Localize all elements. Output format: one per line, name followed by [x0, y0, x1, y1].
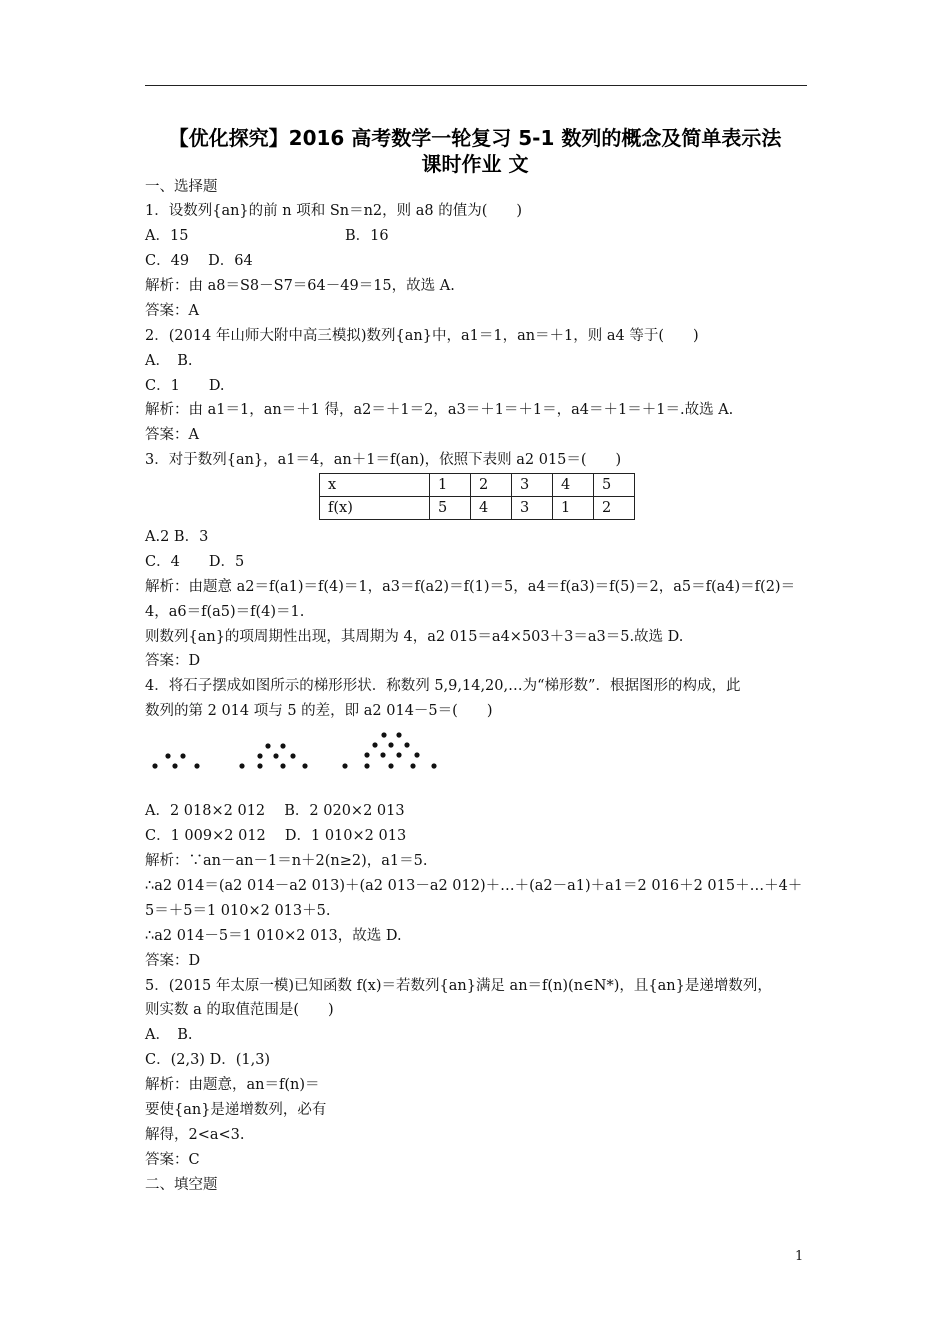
- q1-answer: 答案：A: [145, 303, 199, 319]
- q5-options-row1: A． B.: [145, 1027, 193, 1043]
- q4-analysis-line4: ∴a2 014－5＝1 010×2 013，故选 D.: [145, 928, 402, 944]
- pebble-dot: [152, 763, 157, 768]
- q5-analysis-line2: 要使{an}是递增数列，必有: [145, 1102, 327, 1118]
- document-subtitle: 课时作业 文: [421, 152, 529, 176]
- table-cell: 4: [553, 474, 594, 497]
- q4-analysis-line2: ∴a2 014＝(a2 014－a2 013)＋(a2 013－a2 012)＋…＋(a2－a1)＋a1＝2 016＋2 015＋…＋4＋: [145, 878, 803, 894]
- pebble-dot: [342, 763, 347, 768]
- q5-options-row2: C．(2,3) D．(1,3): [145, 1052, 271, 1068]
- q3-analysis-line1: 解析：由题意 a2＝f(a1)＝f(4)＝1，a3＝f(a2)＝f(1)＝5，a4＝f(a3)＝f(5)＝2，a5＝f(a4)＝f(2)＝: [145, 579, 796, 595]
- table-row: [320, 497, 635, 520]
- q3-answer: 答案：D: [145, 653, 201, 669]
- q2-stem: 2．(2014 年山师大附中高三模拟)数列{an}中，a1＝1，an＝＋1，则 a4 等于( ): [145, 328, 699, 344]
- q4-stem-line1: 4．将石子摆成如图所示的梯形形状．称数列 5,9,14,20,…为“梯形数”．根据图形的构成，此: [145, 678, 741, 694]
- q2-analysis: 解析：由 a1＝1，an＝＋1 得，a2＝＋1＝2，a3＝＋1＝＋1＝，a4＝＋1＝＋1＝.故选 A.: [145, 402, 734, 418]
- q5-answer: 答案：C: [145, 1152, 200, 1168]
- table-cell: 3: [512, 474, 553, 497]
- q1-stem: 1．设数列{an}的前 n 项和 Sn＝n2，则 a8 的值为( ): [145, 203, 523, 219]
- q4-analysis-line3: 5＝＋5＝1 010×2 013＋5.: [145, 903, 331, 919]
- q3-analysis-line2: 4，a6＝f(a5)＝f(4)＝1.: [145, 604, 305, 620]
- q3-stem: 3．对于数列{an}，a1＝4，an＋1＝f(an)，依照下表则 a2 015＝( ): [145, 452, 622, 468]
- pebble-dot: [396, 752, 401, 757]
- trapezoid-figure-1: [152, 753, 199, 768]
- trapezoid-pebble-figure: [145, 726, 455, 778]
- table-cell: 1: [430, 474, 471, 497]
- q3-options-row1: A.2 B．3: [145, 529, 209, 545]
- pebble-dot: [290, 753, 295, 758]
- pebble-dot: [280, 743, 285, 748]
- section-heading-fill-in: 二、填空题: [145, 1177, 218, 1193]
- pebble-dot: [380, 752, 385, 757]
- q4-answer: 答案：D: [145, 953, 201, 969]
- q1-options-row2: C．49 D．64: [145, 253, 253, 269]
- pebble-dot: [364, 763, 369, 768]
- pebble-dot: [431, 763, 436, 768]
- document-title: 【优化探究】2016 高考数学一轮复习 5-1 数列的概念及简单表示法: [168, 126, 782, 150]
- q2-options-row1: A． B.: [145, 353, 193, 369]
- q5-analysis-line1: 解析：由题意，an＝f(n)＝: [145, 1077, 320, 1093]
- table-cell: f(x): [320, 497, 430, 520]
- pebble-dot: [172, 763, 177, 768]
- pebble-dot: [280, 763, 285, 768]
- pebble-dot: [364, 752, 369, 757]
- q4-analysis-line1: 解析：∵an－an－1＝n＋2(n≥2)，a1＝5.: [145, 853, 428, 869]
- pebble-dot: [381, 732, 386, 737]
- pebble-dot: [273, 753, 278, 758]
- pebble-dot: [410, 763, 415, 768]
- pebble-dot: [388, 763, 393, 768]
- table-cell: 5: [594, 474, 635, 497]
- trapezoid-figure-3: [342, 732, 436, 768]
- q1-analysis: 解析：由 a8＝S8－S7＝64－49＝15，故选 A.: [145, 278, 455, 294]
- pebble-dot: [302, 763, 307, 768]
- q1-options-row1: [145, 226, 389, 246]
- pebble-dot: [165, 753, 170, 758]
- pebble-dot: [265, 743, 270, 748]
- q5-stem-line2: 则实数 a 的取值范围是( ): [145, 1002, 334, 1018]
- pebble-dot: [414, 752, 419, 757]
- q3-options-row2: C．4 D．5: [145, 554, 245, 570]
- table-cell: 3: [512, 497, 553, 520]
- trapezoid-figure-2: [239, 743, 307, 768]
- pebble-dot: [388, 742, 393, 747]
- table-cell: 2: [594, 497, 635, 520]
- pebble-dot: [372, 742, 377, 747]
- q1-option-a: A．15: [145, 228, 189, 244]
- header-rule: [145, 85, 807, 86]
- pebble-dot: [404, 742, 409, 747]
- table-cell: 2: [471, 474, 512, 497]
- section-heading-choice: 一、选择题: [145, 179, 218, 195]
- pebble-dot: [396, 732, 401, 737]
- q4-stem-line2: 数列的第 2 014 项与 5 的差，即 a2 014－5＝( ): [145, 703, 493, 719]
- q2-answer: 答案：A: [145, 427, 199, 443]
- q4-options-row1: A．2 018×2 012 B．2 020×2 013: [145, 803, 405, 819]
- pebble-dot: [180, 753, 185, 758]
- pebble-dot: [257, 763, 262, 768]
- table-row: [320, 474, 635, 497]
- pebble-dot: [194, 763, 199, 768]
- q2-options-row2: C．1 D.: [145, 378, 225, 394]
- q4-options-row2: C．1 009×2 012 D．1 010×2 013: [145, 828, 407, 844]
- q3-analysis-line3: 则数列{an}的项周期性出现，其周期为 4，a2 015＝a4×503＋3＝a3＝5.故选 D.: [145, 629, 684, 645]
- pebble-dot: [257, 753, 262, 758]
- q5-stem-line1: 5．(2015 年太原一模)已知函数 f(x)＝若数列{an}满足 an＝f(n)(n∈N*)，且{an}是递增数列，: [145, 978, 772, 994]
- page-number: 1: [795, 1249, 804, 1264]
- q3-function-table: [319, 473, 635, 520]
- pebble-dot: [239, 763, 244, 768]
- q1-option-b: B．16: [345, 228, 389, 244]
- table-cell: 1: [553, 497, 594, 520]
- table-cell: x: [320, 474, 430, 497]
- table-cell: 5: [430, 497, 471, 520]
- q5-analysis-line3: 解得，2<a<3.: [145, 1127, 245, 1143]
- table-cell: 4: [471, 497, 512, 520]
